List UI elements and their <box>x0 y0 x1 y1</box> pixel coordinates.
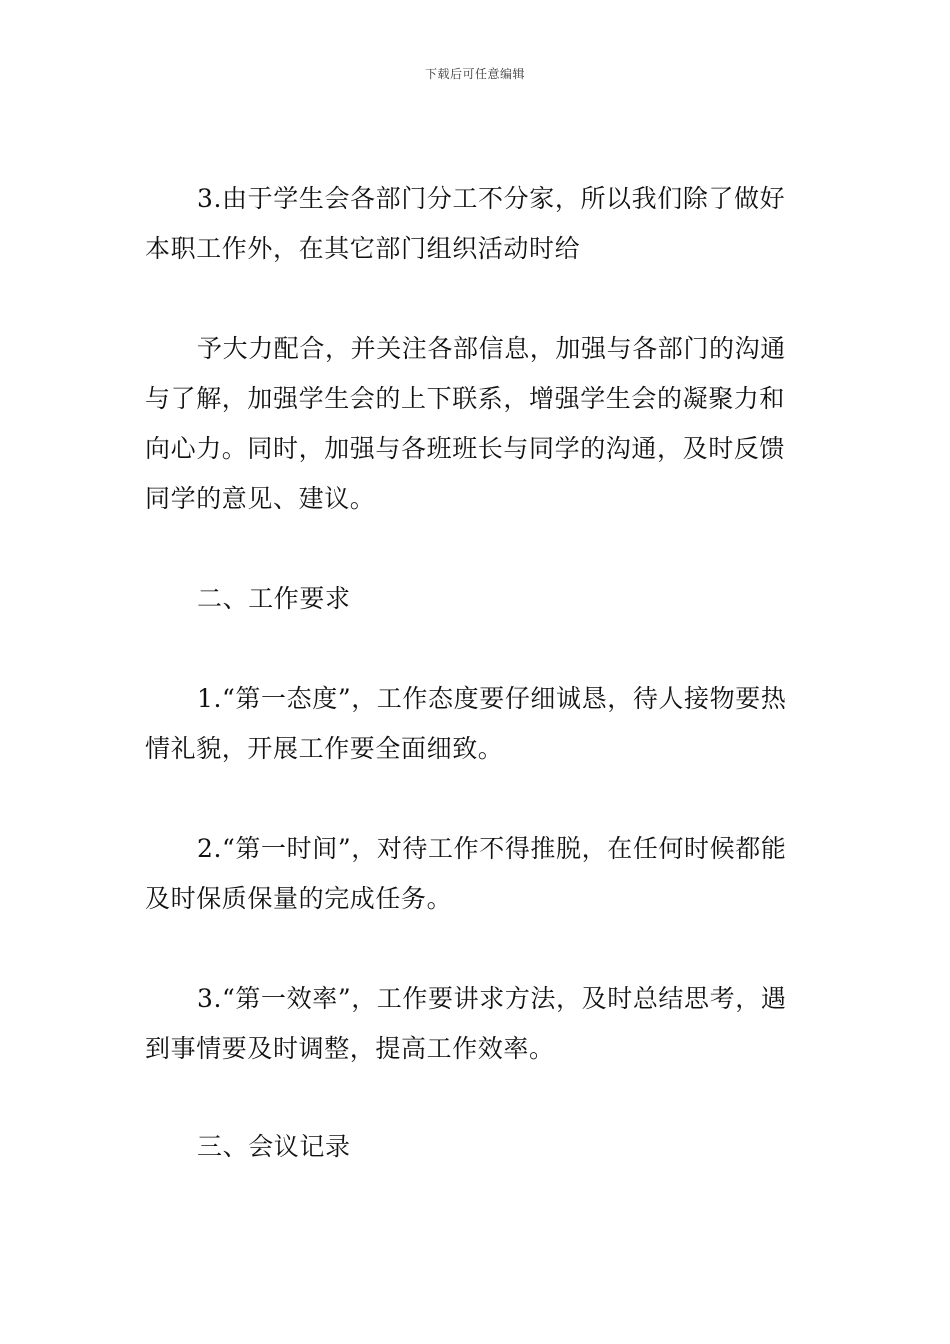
section-heading-work-requirements: 二、工作要求 <box>197 584 351 613</box>
page-header: 下载后可任意编辑 <box>424 67 525 81</box>
section-heading-meeting-records: 三、会议记录 <box>197 1132 351 1161</box>
list-item-first-time: 2.“第一时间”，对待工作不得推脱，在任何时候都能及时保质保量的完成任务。 <box>145 834 787 913</box>
list-item-first-efficiency: 3.“第一效率”，工作要讲求方法，及时总结思考，遇到事情要及时调整，提高工作效率。 <box>145 984 787 1063</box>
list-item-first-attitude: 1.“第一态度”，工作态度要仔细诚恳，待人接物要热情礼貌，开展工作要全面细致。 <box>145 684 787 763</box>
paragraph-cooperation-detail: 予大力配合，并关注各部信息，加强与各部门的沟通与了解，加强学生会的上下联系，增强学生会的凝聚力和向心力。同时，加强与各班班长与同学的沟通，及时反馈同学的意见、建议。 <box>145 334 786 513</box>
paragraph-cooperation-intro: 3.由于学生会各部门分工不分家，所以我们除了做好本职工作外，在其它部门组织活动时给 <box>145 184 786 263</box>
